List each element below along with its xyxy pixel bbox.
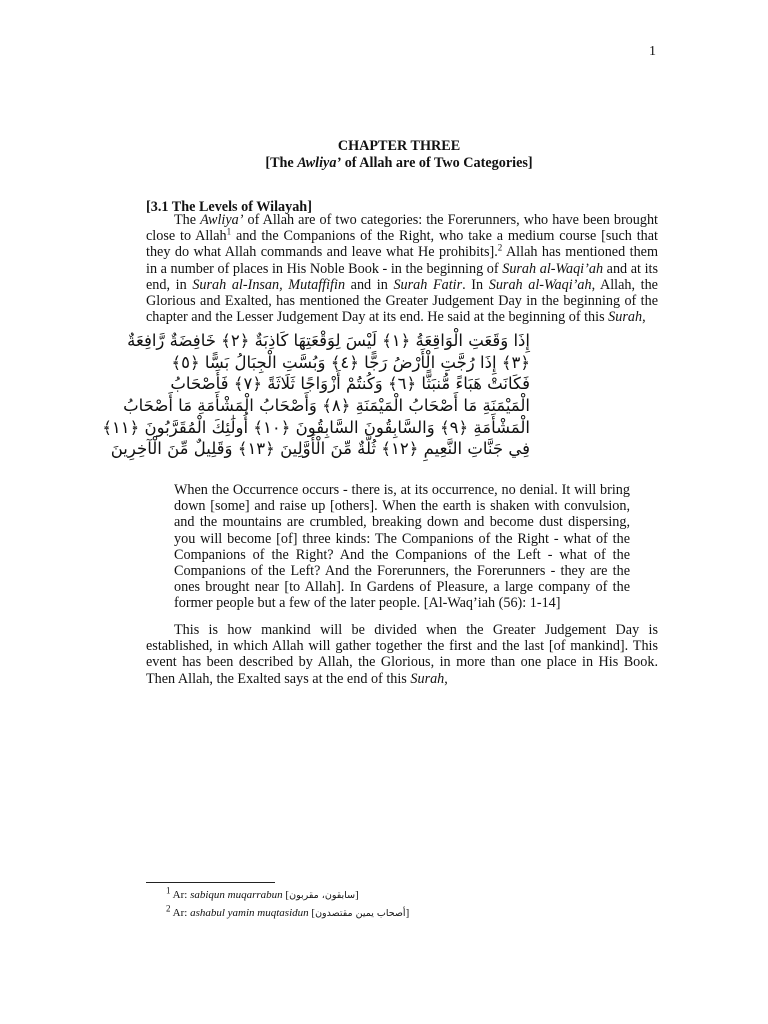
chapter-title: CHAPTER THREE xyxy=(337,138,461,154)
quran-verses-block xyxy=(102,330,530,482)
paragraph-division: This is how mankind will be divided when the Greater Judgement Day is established, in which Allah will gather together the first and the last [of mankind]. This event has been described by Allah, the Glorious, in more than one place in His Book. Then Allah, the Exalted says at the end of this Surah, xyxy=(146,622,658,687)
quran-line: فِي جَنَّاتِ النَّعِيمِ ﴿١٢﴾ ثُلَّةٌ مِّنَ الْأَوَّلِينَ ﴿١٣﴾ وَقَلِيلٌ مِّنَ الْآخِرِينَ xyxy=(110,439,530,459)
paragraph-intro: The Awliya’ of Allah are of two categories: the Forerunners, who have been brought close to Allah$^1$ and the Companions of the Right, who take a medium course [such that they do what Allah commands and leave what He prohibits].$^2$ Allah has mentioned them in a number of places in His Noble Book - in the beginning of Surah al-Waqi’ah and at its end, in Surah al-Insan, Mutaffifin and in Surah Fatir. In Surah al-Waqi’ah, Allah, the Glorious and Exalted, has mentioned the Greater Judgement Day in the beginning of the chapter and the Lesser Judgement Day at its end. He said at the beginning of this Surah, xyxy=(146,212,658,326)
chapter-subtitle-awliya: Awliya’ xyxy=(297,155,342,171)
quran-line: فَكَانَتْ هَبَاءً مُّنبَثًّا ﴿٦﴾ وَكُنتُمْ أَزْوَاجًا ثَلَاثَةً ﴿٧﴾ فَأَصْحَابُ xyxy=(170,374,530,394)
quran-line: ﴿٣﴾ إِذَا رُجَّتِ الْأَرْضُ رَجًّا ﴿٤﴾ وَبُسَّتِ الْجِبَالُ بَسًّا ﴿٥﴾ xyxy=(171,352,530,372)
quran-line: الْمَيْمَنَةِ مَا أَصْحَابُ الْمَيْمَنَةِ ﴿٨﴾ وَأَصْحَابُ الْمَشْأَمَةِ مَا أَصْحَابُ xyxy=(123,396,530,416)
footnote-divider xyxy=(146,882,275,883)
footnote-ref-2: 2 xyxy=(497,242,503,253)
chapter-heading xyxy=(146,138,652,172)
chapter-subtitle-suffix: of Allah are of Two Categories] xyxy=(341,155,533,171)
verse-translation: When the Occurrence occurs - there is, at its occurrence, no denial. It will bring down [some] and raise up [others]. When the earth is shaken with convulsion, and the mountains are crumbled, breaking down and become dust dispersing, you will become [of] three kinds: The Companions of the Right - what of the Companions of the Right? And the Companions of the Left - what of the Companions of the Left? And the Forerunners, the Forerunners - they are the ones brought near [to Allah]. In Gardens of Pleasure, a large company of the former people but a few of the later people. [Al-Waq’iah (56): 1-14] xyxy=(174,482,630,612)
quran-line: الْمَشْأَمَةِ ﴿٩﴾ وَالسَّابِقُونَ السَّابِقُونَ ﴿١٠﴾ أُولَٰئِكَ الْمُقَرَّبُونَ ﴿١١﴾ xyxy=(102,417,530,437)
footnote-ref-1: 1 xyxy=(226,226,232,237)
quran-line: إِذَا وَقَعَتِ الْوَاقِعَةُ ﴿١﴾ لَيْسَ لِوَقْعَتِهَا كَاذِبَةٌ ﴿٢﴾ خَافِضَةٌ رَّافِعَةٌ xyxy=(127,331,530,350)
page-number: 1 xyxy=(649,44,656,59)
chapter-subtitle xyxy=(146,155,652,172)
footnote-2: $^2$ Ar: ashabul yamin muqtasidun [أصحاب يمين مقتصدون] xyxy=(166,903,410,919)
footnote-1: $^1$ Ar: sabiqun muqarrabun [سابقون، مقربون] xyxy=(166,885,359,901)
chapter-subtitle-prefix: [The xyxy=(265,155,298,171)
section-heading: [3.1 The Levels of Wilayah] xyxy=(146,199,312,215)
